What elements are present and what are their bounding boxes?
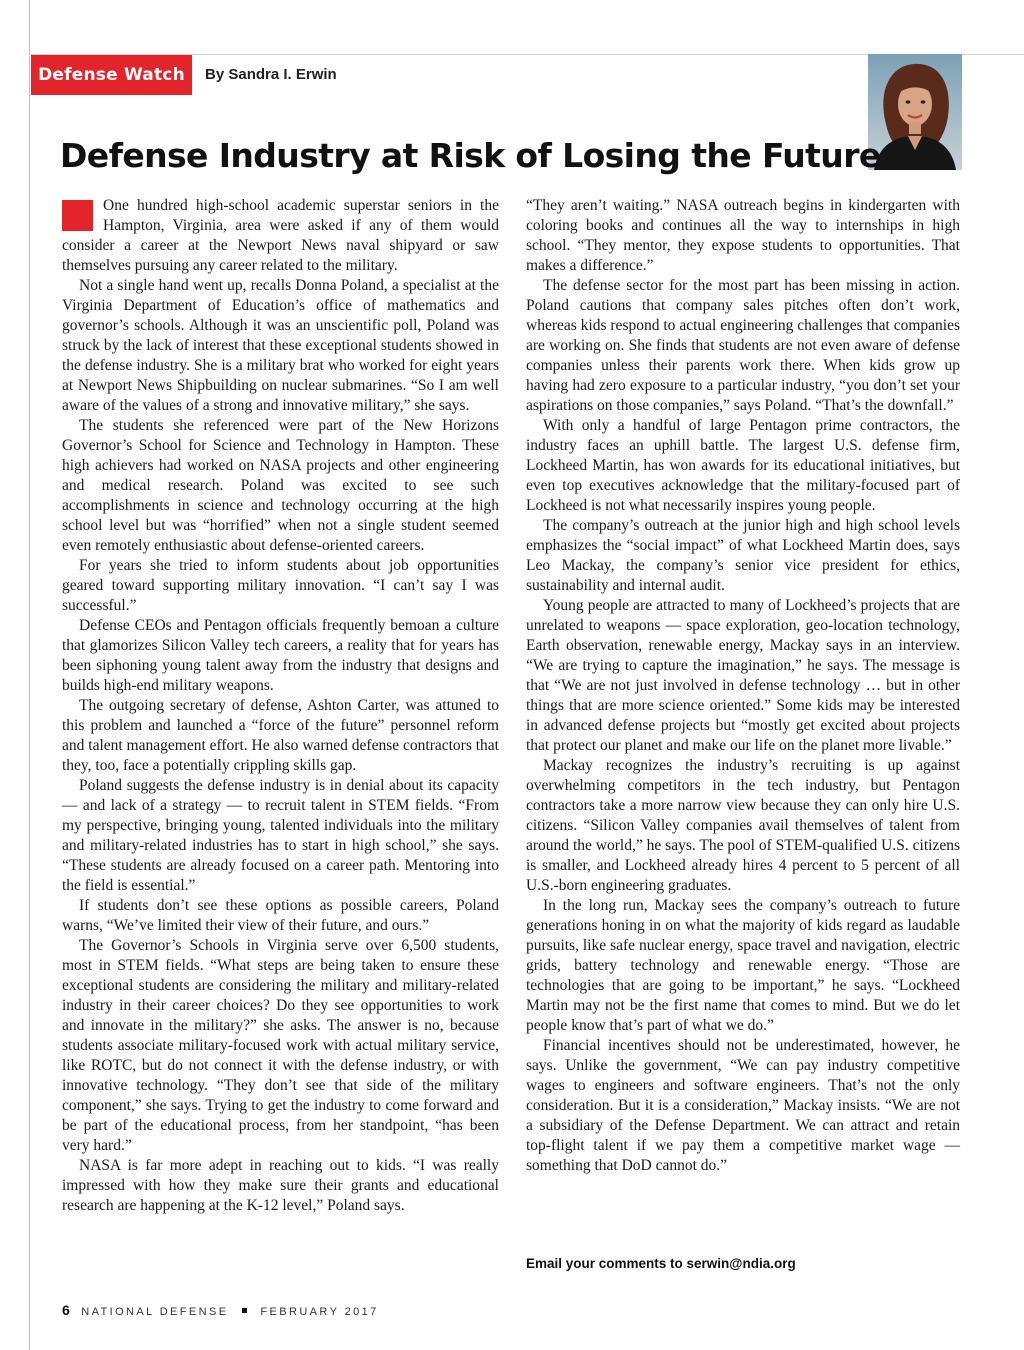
page-number: 6 [62,1302,70,1318]
paragraph: If students don’t see these options as possible careers, Poland warns, “We’ve limited their view of their future, and ours.” [62,897,499,934]
author-photo [868,54,962,170]
dropcap-square [62,200,93,231]
paragraph: NASA is far more adept in reaching out to kids. “I was really impressed with how they make sure their grants and educational research are happening at the K-12 level,” Poland says. [62,1157,499,1214]
paragraph: Poland suggests the defense industry is in denial about its capacity — and lack of a strategy — to recruit talent in STEM fields. “From my perspective, bringing young, talented individuals into the military and military-related industries has to start in high school,” she says. “These students are already focused on a career path. Mentoring into the field is essential.” [62,777,499,894]
paragraph: Mackay recognizes the industry’s recruiting is up against overwhelming competitors in the tech industry, but Pentagon contractors take a more narrow view because they can only hire U.S. citizens. “Silicon Valley companies avail themselves of talent from around the world,” he says. The pool of STEM-qualified U.S. citizens is smaller, and Lockheed already hires 4 percent to 5 percent of all U.S.-born engineering graduates. [526,757,960,894]
paragraph: “They aren’t waiting.” NASA outreach begins in kindergarten with coloring books and continues all the way to internships in high school. “They mentor, they expose students to opportunities. That makes a difference.” [526,197,960,274]
paragraph: In the long run, Mackay sees the company’s outreach to future generations honing in on what the majority of kids regard as laudable pursuits, like safe nuclear energy, space travel and navigation, electric grids, battery technology and renewable energy. “Those are technologies that are going to be important,” he says. “Lockheed Martin may not be the first name that comes to mind. But we do let people know that’s part of what we do.” [526,897,960,1034]
paragraph: Young people are attracted to many of Lockheed’s projects that are unrelated to weapons — space exploration, geo-location technology, Earth observation, renewable energy, Mackay says in an interview. “We are trying to capture the imagination,” he says. The message is that “We are not just involved in defense technology … but in other things that are more science oriented.” Some kids may be interested in advanced defense projects but “mostly get excited about projects that protect our planet and make our life on the planet more livable.” [526,597,960,754]
paragraph: Defense CEOs and Pentagon officials frequently bemoan a culture that glamorizes Silicon Valley tech careers, a reality that for years has been siphoning young talent away from the industry that designs and builds high-end military weapons. [62,617,499,694]
paragraph: The outgoing secretary of defense, Ashton Carter, was attuned to this problem and launched a “force of the future” personnel reform and talent management effort. He also warned defense contractors that they, too, face a potentially crippling skills gap. [62,697,499,774]
article-column-left [62,196,499,1216]
paragraph: With only a handful of large Pentagon prime contractors, the industry faces an uphill battle. The largest U.S. defense firm, Lockheed Martin, has won awards for its educational initiatives, but even top executives acknowledge that the military-focused part of Lockheed is not what necessarily inspires young people. [526,417,960,514]
paragraph: The Governor’s Schools in Virginia serve over 6,500 students, most in STEM fields. “What steps are being taken to ensure these exceptional students are considering the military and military-related industry in their career choices? Do they see opportunities to work and innovate in the military?” she asks. The answer is no, because students associate military-focused work with actual military service, like ROTC, but do not connect it with the defense industry, or with innovative technology. “They don’t see that side of the military component,” she says. Trying to get the industry to come forward and be part of the educational process, from her standpoint, “has been very hard.” [62,937,499,1154]
left-margin-rule [29,0,30,1350]
paragraph: Financial incentives should not be underestimated, however, he says. Unlike the government, “We can pay industry competitive wages to engineers and software engineers. That’s not the only consideration. But it is a consideration,” Mackay insists. “We are not a subsidiary of the Defense Department. We can attract and retain top-flight talent if we pay them a competitive market wage — something that DoD cannot do.” [526,1037,960,1174]
byline: By Sandra I. Erwin [205,66,337,83]
footer-separator-icon [242,1308,247,1313]
paragraph: The defense sector for the most part has been missing in action. Poland cautions that company sales pitches often don’t work, whereas kids respond to actual engineering challenges that companies are working on. She finds that students are not even aware of defense companies unless their parents work there. When kids grow up having had zero exposure to a particular industry, “you don’t set your aspirations on those companies,” says Poland. “That’s the downfall.” [526,277,960,414]
paragraph: One hundred high-school academic superstar seniors in the Hampton, Virginia, area were asked if any of them would consider a career at the Newport News naval shipyard or saw themselves pursuing any career related to the military. [62,197,499,274]
publication-name: NATIONAL DEFENSE [81,1306,229,1318]
email-comments-note: Email your comments to serwin@ndia.org [526,1256,796,1271]
article-headline: Defense Industry at Risk of Losing the Future [60,136,881,175]
paragraph: For years she tried to inform students about job opportunities geared toward supporting military innovation. “I can’t say I was successful.” [62,557,499,614]
issue-date: FEBRUARY 2017 [260,1306,379,1318]
paragraph: Not a single hand went up, recalls Donna Poland, a specialist at the Virginia Department of Education’s office of mathematics and governor’s schools. Although it was an unscientific poll, Poland was struck by the lack of interest that these exceptional students showed in the defense industry. She is a military brat who worked for eight years at Newport News Shipbuilding on nuclear submarines. “So I am well aware of the values of a strong and innovative military,” she says. [62,277,499,414]
section-tag: Defense Watch [31,55,192,95]
page-footer [62,1302,379,1318]
article-column-right [526,196,960,1176]
paragraph: The students she referenced were part of the New Horizons Governor’s School for Science and Technology in Hampton. These high achievers had worked on NASA projects and other engineering and medical research. Poland was excited to see such accomplishments in science and technology occurring at the high school level but was “horrified” when not a single student seemed even remotely enthusiastic about defense-oriented careers. [62,417,499,554]
paragraph: The company’s outreach at the junior high and high school levels emphasizes the “social impact” of what Lockheed Martin does, says Leo Mackay, the company’s senior vice president for ethics, sustainability and internal audit. [526,517,960,594]
